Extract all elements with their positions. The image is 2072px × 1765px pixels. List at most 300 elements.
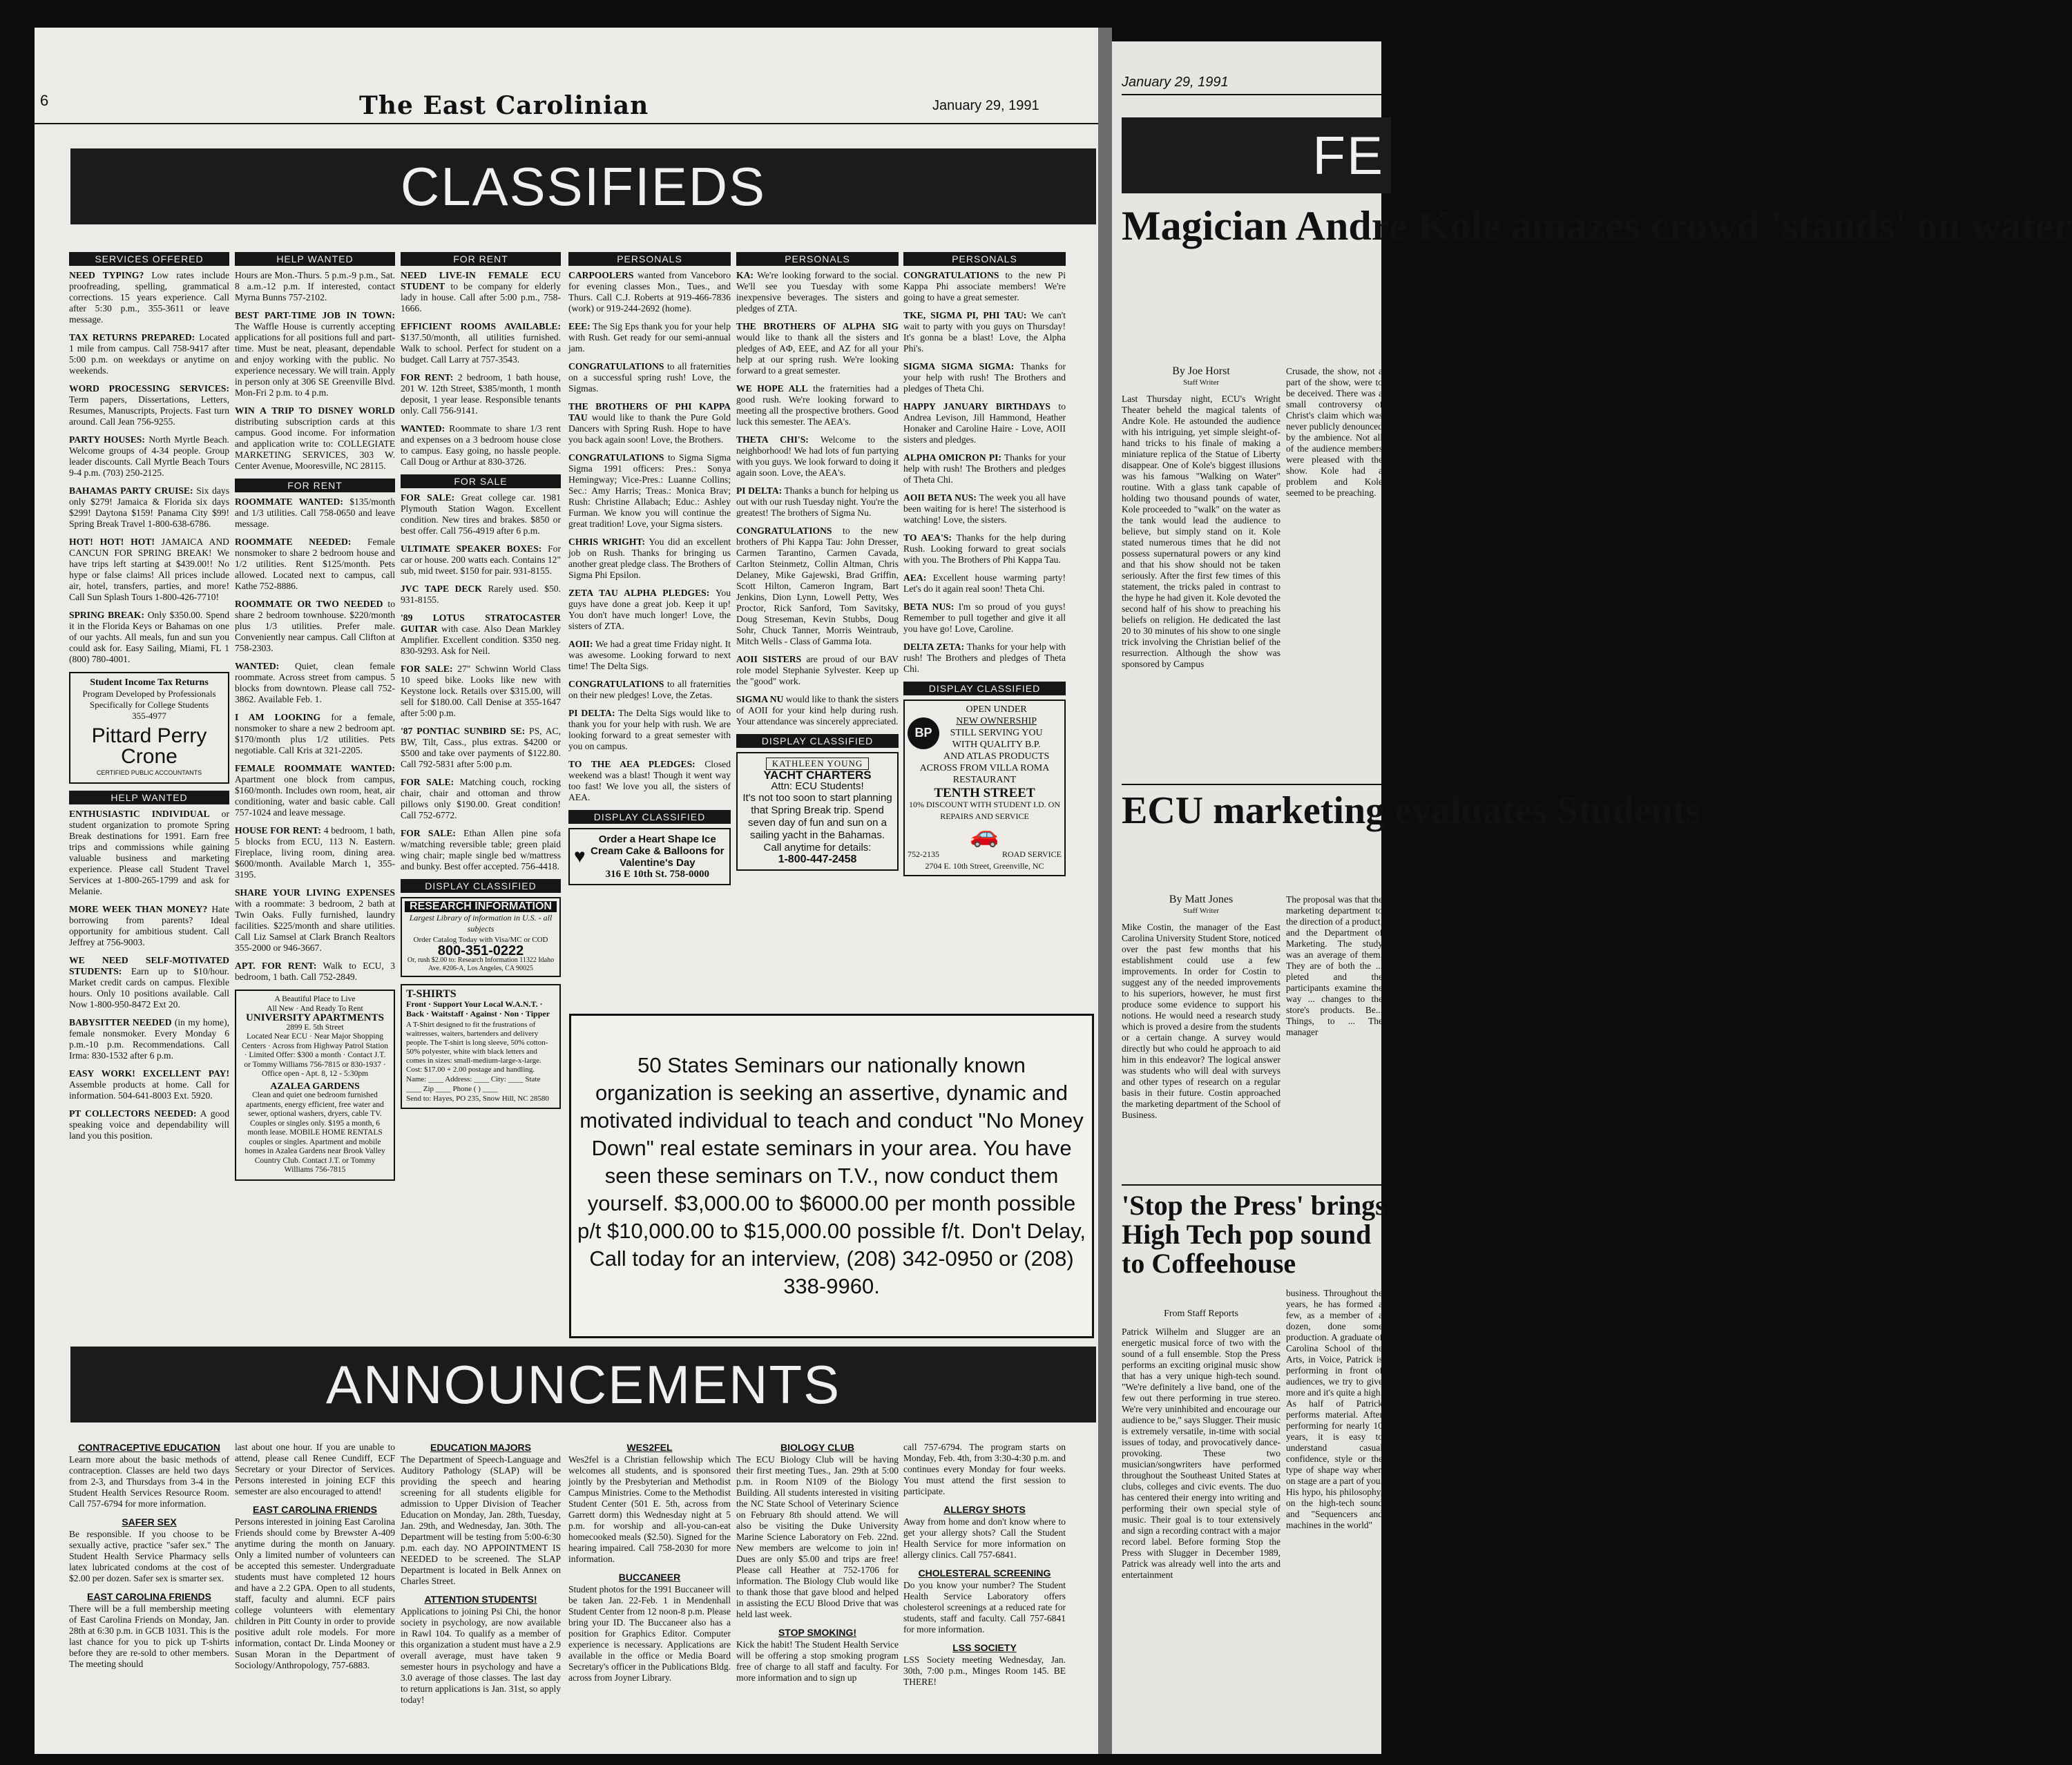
classified-item bbox=[568, 708, 731, 752]
univ-lines: Located Near ECU · Near Major Shopping Centers · Across from Highway Patrol Station · Limited Offer: $300 a month · Contact J.T. or Tommy Williams 756-7815 or 830-1937 · Office open - Apt. 8, 12 - 5:30pm bbox=[241, 1032, 389, 1078]
classified-item-body: Matching couch, rocking chair, chair and ottoman and throw pillows only $190.00. Great condition! Call 752-6772. bbox=[401, 777, 562, 820]
tshirt-form: Name: ____ Address: ____ City: ____ State ____ Zip ____ Phone ( ) ____ bbox=[406, 1075, 541, 1093]
classified-item-head: THETA CHI'S: bbox=[736, 434, 809, 445]
announcement bbox=[235, 1504, 395, 1671]
bp-l1: OPEN UNDER bbox=[966, 704, 1027, 715]
classified-item bbox=[401, 777, 561, 821]
announcement-body: The ECU Biology Club will be having their first meeting Tues., Jan. 29th at 5:00 p.m. in Room N109 of the Biology Building. All students interested in visiting the NC State School of Veterinary Science on February 8th should attend. We will also be visiting the Duke University Marine Science Laboratory on Feb. 22nd. New members are welcome to join in! Dues are only $5.00 and trips are free! Please call Heather at 752-1706 for information. The Biology Club would like to thank those that gave blood and helped in assisting the ECU Blood Drive that was held last week. bbox=[736, 1454, 899, 1619]
announcement-title: CHOLESTERAL SCREENING bbox=[918, 1568, 1051, 1579]
bp-station-ad bbox=[903, 700, 1066, 876]
right-page-date: January 29, 1991 bbox=[1122, 75, 1229, 90]
byline-2: By Matt Jones bbox=[1169, 894, 1234, 905]
story-marketing-2 bbox=[1286, 894, 1383, 1170]
classified-item bbox=[401, 321, 561, 365]
classified-item bbox=[235, 496, 395, 530]
classified-item bbox=[903, 270, 1066, 303]
issue-date: January 29, 1991 bbox=[932, 98, 1039, 113]
classified-item-body: The Delta Sigs would like to thank you for your help with rush. We are looking forward to a great semester with you on campus. bbox=[568, 708, 731, 751]
classified-item-head: TAX RETURNS PREPARED: bbox=[69, 332, 195, 343]
announcement bbox=[736, 1442, 899, 1620]
announcement-body: There will be a full membership meeting of East Carolina Friends on Monday, Jan. 28th at 6:30 p.m. in GCB 1031. This is the last chance for you to pick up T-shirts before they are re-sold to other members. The meeting should bbox=[69, 1603, 229, 1669]
help-wanted-header: HELP WANTED bbox=[69, 791, 229, 804]
classified-item-body: to Andrea Levison, Jill Hammond, Heather Honaker and Caroline Haire - Love, AOII sisters and pledges. bbox=[903, 401, 1066, 445]
announcement-title: EAST CAROLINA FRIENDS bbox=[253, 1504, 377, 1515]
classified-item bbox=[401, 423, 561, 467]
personals-list-3 bbox=[903, 270, 1066, 675]
features-banner: FE bbox=[1122, 117, 1391, 193]
classified-item-body: Roommate to share 1/3 rent and expenses on a 3 bedroom house close to campus. Easy going, no hassle people. Call Doug or Arthur at 830-3726. bbox=[401, 423, 561, 467]
services-list bbox=[69, 270, 229, 665]
classified-item-body: I'm so proud of you guys! Remember to pull together and give it all you have go! Love, Caroline. bbox=[903, 601, 1066, 634]
announcement-body: Kick the habit! The Student Health Service will be offering a stop smoking program free of charge to all staff and faculty. For more information and to sign up bbox=[736, 1639, 899, 1683]
classified-item bbox=[903, 492, 1066, 525]
classified-item-body: $137.50/month, all utilities furnished. Walk to school. Perfect for student on a budget. Call Larry at 757-3543. bbox=[401, 332, 561, 365]
announcement-body: Applications to joining Psi Chi, the honor society in psychology, are now available in Rawl 104. To qualify as a member of this organization a student must have a 2.9 overall average, must have taken 9 semester hours in psychology and have a 3.0 average of those classes. The last day to return applications is Jan. 31st, so apply today! bbox=[401, 1606, 561, 1705]
classified-item-head: FOR SALE: bbox=[401, 492, 455, 503]
classified-item-head: CONGRATULATIONS bbox=[568, 679, 664, 689]
classified-item-body: to Sigma Sigma Sigma 1991 officers: Pres.: Sonya Hemingway; Vice-Pres.: Luanne Collins; Sec.: Amy Harris; Treas.: Monica Brav; Rush: Christine Allabach; Educ.: Ashley Furman. We know you will continue the great tradition! Love, your Sigma sisters. bbox=[568, 452, 731, 529]
classified-item-body: for a female, nonsmoker to share a new 2 bedroom apt. $170/month plus 1/2 utilities. Pets negotiable. Call Kris at 321-2205. bbox=[235, 712, 396, 755]
announcement-body: Learn more about the basic methods of contraception. Classes are held two days from 2-3, and Thursdays from 3-4 in the Student Health Services Resource Room. Call 757-6794 for more information. bbox=[69, 1454, 229, 1509]
classified-item-head: KA: bbox=[736, 270, 754, 280]
classified-item bbox=[568, 759, 731, 803]
masthead-rule bbox=[35, 123, 1098, 124]
story-2b-text: The proposal was that the marketing department to the direction of a product, and the Department of Marketing. The study was an average of them. They are of both the ... pleted and the participants examine the way ... changes to the store's products. Be... Things, to ... The manager bbox=[1286, 894, 1383, 1037]
personals-list-2 bbox=[736, 270, 899, 727]
classified-item-body: JAMAICA AND CANCUN FOR SPRING BREAK! We have trips left starting at $439.00!! No hype or false claims! All prices include air, hotel, transfers, parties, and more! Call Sun Splash Tours 1-800-426-7710! bbox=[69, 537, 229, 602]
classified-item-body: to all fraternities on a successful spring rush! Love, the Sigmas. bbox=[568, 361, 731, 394]
classified-item-body: would like to thank all the sisters and pledges of AΦ, EEE, and AZ for all your help at our spring rush. We're looking forward to a great semester. bbox=[736, 332, 899, 376]
classified-item-head: TKE, SIGMA PI, PHI TAU: bbox=[903, 310, 1027, 320]
classified-item bbox=[401, 613, 561, 657]
personals-list-1 bbox=[568, 270, 731, 803]
announcement bbox=[903, 1642, 1066, 1688]
classified-item-head: AOII: bbox=[568, 639, 593, 649]
classified-item bbox=[568, 537, 731, 581]
story-rule-2 bbox=[1122, 1184, 1381, 1186]
classified-item-head: ROOMMATE WANTED: bbox=[235, 496, 343, 507]
yacht-ad bbox=[736, 752, 899, 871]
classified-item bbox=[736, 270, 899, 314]
classified-item bbox=[235, 887, 395, 954]
classified-item bbox=[401, 726, 561, 770]
research-order: Order Catalog Today with Visa/MC or COD bbox=[413, 936, 548, 944]
tshirt-ad bbox=[401, 984, 561, 1109]
classified-item-head: AEA: bbox=[903, 572, 927, 583]
announcement bbox=[401, 1442, 561, 1587]
tax-ad-phone: 355-4977 bbox=[132, 711, 166, 721]
classified-item bbox=[568, 401, 731, 445]
classified-item bbox=[903, 642, 1066, 675]
tax-ad-firm-sub: CERTIFIED PUBLIC ACCOUNTANTS bbox=[96, 769, 202, 776]
classified-item-head: FOR RENT: bbox=[401, 372, 454, 383]
classified-item bbox=[235, 763, 395, 818]
tax-ad bbox=[69, 672, 229, 784]
classified-item bbox=[69, 332, 229, 376]
headline-magician: Magician Andre Kole amazes crowd 'stands' on water bbox=[1122, 203, 2072, 249]
classified-item-head: AOII SISTERS bbox=[736, 654, 802, 664]
headline-stop-press: 'Stop the Press' brings High Tech pop sound to Coffeehouse bbox=[1122, 1190, 1386, 1279]
research-sub: Largest Library of information in U.S. - all subjects bbox=[409, 913, 553, 934]
classified-item bbox=[903, 532, 1066, 566]
story-marketing bbox=[1122, 894, 1280, 1170]
announcement-col-6 bbox=[903, 1442, 1066, 1746]
help-wanted-list bbox=[69, 809, 229, 1141]
classified-item bbox=[401, 828, 561, 872]
classified-item-head: CONGRATULATIONS bbox=[903, 270, 999, 280]
classified-item-body: The Waffle House is currently accepting applications for all positions full and part-time. Must be neat, pleasant, dependable and enjoy working with the public. No experience necessary. We will train. Apply in person only at 306 SE Greenville Blvd. Mon-Fri 2 p.m. to 4 p.m. bbox=[235, 321, 395, 398]
announcement-title: LSS SOCIETY bbox=[952, 1642, 1017, 1653]
announcement bbox=[235, 1442, 395, 1497]
classified-item-body: Thanks for your help with rush! The Brothers and pledges of Theta Chi. bbox=[903, 361, 1066, 394]
classified-item bbox=[568, 452, 731, 530]
display-header-col4: DISPLAY CLASSIFIED bbox=[568, 810, 731, 824]
classified-item-head: CHRIS WRIGHT: bbox=[568, 537, 646, 547]
azalea-lines: Clean and quiet one bedroom furnished apartments, energy efficient, free water and sewer, optional washers, dryers, cable TV. Couples or singles only. $195 a month, 6 month lease. MOBILE HOME RENTALS couples or singles. Apartment and mobile homes in Azalea Gardens near Brook Valley Country Club. Contact J.T. or Tommy Williams 756-7815 bbox=[244, 1091, 385, 1174]
story-rule-1 bbox=[1122, 784, 1381, 785]
announcement bbox=[903, 1568, 1066, 1635]
tax-ad-body: Program Developed by Professionals Specifically for College Students bbox=[82, 688, 216, 710]
classified-item-body: Apartment one block from campus, $160/month. Includes own room, heat, air conditioning, water and basic cable. Call 757-1024 and leave message. bbox=[235, 774, 395, 818]
classified-item-head: BABYSITTER NEEDED bbox=[69, 1017, 172, 1028]
classified-item-body: The week you all have been waiting for is here! The sisterhood is watching! Love, the sisters. bbox=[903, 492, 1066, 525]
classified-item bbox=[903, 601, 1066, 635]
column-rent-sale bbox=[401, 252, 561, 1336]
univ-name: UNIVERSITY APARTMENTS bbox=[246, 1012, 384, 1023]
classified-item-head: PI DELTA: bbox=[568, 708, 615, 718]
bp-phone: 752-2135 bbox=[908, 849, 939, 859]
classified-item-body: Thanks for the help during Rush. Looking forward to great socials with you. The Brothers of Phi Kappa Tau. bbox=[903, 532, 1066, 565]
classified-item bbox=[235, 405, 395, 472]
classified-item-body: Thanks a bunch for helping us out with our rush Tuesday night. You're the greatest! The brothers of Sigma Nu. bbox=[736, 485, 899, 518]
classified-item-body: $135/month and 1/3 utilities. Call 758-0650 and leave message. bbox=[235, 496, 395, 529]
story-1b-text: Crusade, the show, not a part of the show, were to be deceived. There was a small controversy of Christ's claim which was never publicly denounced by the ambience. Not all of the audience members were pleased with the show. Kole had a problem and Kole seemed to be preaching. bbox=[1286, 366, 1383, 498]
announcements-banner: ANNOUNCEMENTS bbox=[70, 1347, 1096, 1422]
features-page bbox=[1112, 41, 2072, 1754]
car-icon: 🚗 bbox=[970, 822, 999, 848]
seminar-ad-text: 50 States Seminars our nationally known organization is seeking an assertive, dynamic and motivated individual to teach and conduct "No Money Down" real estate seminars in your area. You have seen these seminars on T.V., now conduct them yourself. $3,000.00 to $6000.00 per month possible p/t $10,000.00 to $15,000.00 possible f/t. Don't Delay, Call today for an interview, (208) 342-0950 or (208) 338-9960. bbox=[577, 1053, 1086, 1298]
classified-item-head: I AM LOOKING bbox=[235, 712, 321, 722]
classified-item-body: You did an excellent job on Rush. Thanks for bringing us another great pledge class. The Brothers of Sigma Phi Epsilon. bbox=[568, 537, 731, 580]
bp-logo-icon: BP bbox=[908, 717, 939, 749]
research-ad bbox=[401, 897, 561, 977]
univ-sub: All New · And Ready To Rent bbox=[267, 1004, 363, 1013]
classified-item-body: with case. Also Dean Markley Amplifier. Excellent condition. $350 neg. 830-9293. Ask for Neil. bbox=[401, 624, 561, 656]
classified-item-body: would like to thank the sisters of AOII for your kind help during rush. Your attendance was sincerely appreciated. bbox=[736, 694, 899, 726]
announcement-body: Do you know your number? The Student Health Service Laboratory offers cholesterol screenings at a reduced rate for students, staff and faculty. Call 757-6841 for more information. bbox=[903, 1580, 1066, 1634]
classified-item bbox=[235, 661, 395, 705]
classified-item-head: AOII BETA NUS: bbox=[903, 492, 977, 503]
classified-item-body: Low rates include proofreading, spelling, grammatical corrections. 15 years experience. Call after 5:30 p.m., 355-3611 or leave message. bbox=[69, 270, 230, 325]
announcement-col-5 bbox=[736, 1442, 899, 1746]
classified-item-head: SIGMA SIGMA SIGMA: bbox=[903, 361, 1015, 372]
services-header: SERVICES OFFERED bbox=[69, 252, 229, 266]
classified-item bbox=[69, 537, 229, 603]
classified-item bbox=[568, 361, 731, 394]
classified-item bbox=[568, 588, 731, 632]
for-rent-header-2: FOR RENT bbox=[401, 252, 561, 266]
personals-header-3: PERSONALS bbox=[903, 252, 1066, 266]
classified-item-body: to be company for elderly lady in house. Call after 5:00 p.m., 758-1666. bbox=[401, 281, 562, 314]
classified-item-body: the fraternities had a good rush. We're looking forward to meeting all the prospective brothers. Good luck this semester. The AEA's. bbox=[736, 383, 899, 427]
classified-item-body: Hate borrowing from parents? Ideal opportunity for ambitious student. Call Jeffrey at 756-9003. bbox=[69, 904, 229, 947]
announcement-body: Away from home and don't know where to get your allergy shots? Call the Student Health Service for more information on allergy clinics. Call 757-6841. bbox=[903, 1516, 1066, 1560]
classified-item bbox=[903, 310, 1066, 354]
for-rent-list bbox=[235, 496, 395, 983]
classified-item-body: Welcome to the neighborhood! We had lots of fun partying with you guys. We look forward to doing it again soon. Love, the AEA's. bbox=[736, 434, 899, 478]
heart-ad-lines: Order a Heart Shape Ice Cream Cake & Balloons for Valentine's Day bbox=[591, 833, 725, 869]
classified-item-head: CONGRATULATIONS bbox=[568, 452, 664, 463]
classified-item-body: We had a great time Friday night. It was awesome. Looking forward to next time! The Delta Sigs. bbox=[568, 639, 731, 671]
classified-item-head: BEST PART-TIME JOB IN TOWN: bbox=[235, 310, 395, 320]
classified-item-head: NEED TYPING? bbox=[69, 270, 144, 280]
classified-item-head: '89 LOTUS STRATOCASTER GUITAR bbox=[401, 613, 561, 634]
univ-tag: A Beautiful Place to Live bbox=[274, 995, 356, 1003]
page-gutter bbox=[1098, 28, 1112, 1754]
personals-header: PERSONALS bbox=[568, 252, 731, 266]
classified-item-head: CONGRATULATIONS bbox=[568, 361, 664, 372]
classified-item-body: Walk to ECU, 3 bedroom, 1 bath. Call 752-2849. bbox=[235, 961, 395, 982]
classified-item-head: PI DELTA: bbox=[736, 485, 783, 496]
classified-item-head: WE HOPE ALL bbox=[736, 383, 808, 394]
classified-item-body: 4 bedroom, 1 bath, 5 blocks from ECU, 113 N. Eastern. Fireplace, living room, dining area. $600/month. Available March 1, 355-3195. bbox=[235, 825, 395, 880]
column-personals-1 bbox=[568, 252, 731, 1022]
classified-item bbox=[736, 383, 899, 427]
classified-item-body: to the new brothers of Phi Kappa Tau: John Dresser, Carmen Tarantino, Carmen Cavada, Carlton Steinmetz, Collin Altman, Chris Delaney, Mike Gajewski, Brad Griffin, Scott Hilton, Cameron Ingram, Bart Jenkins, Dion Lynn, Lowell Petty, Wes Proctor, Rick Sanford, Tom Savitsky, Doug Streseman, Kevin Stubbs, Doug Sohr, Chuck Tanner, Morris Weintraub, Mitch Wells - Class of Gamma Iota. bbox=[736, 525, 899, 646]
classified-item-head: TO THE AEA PLEDGES: bbox=[568, 759, 696, 769]
classified-item bbox=[736, 321, 899, 376]
classified-item-head: FOR SALE: bbox=[401, 777, 454, 787]
classified-item bbox=[69, 434, 229, 479]
announcement-title: WES2FEL bbox=[626, 1442, 673, 1453]
right-masthead-rule bbox=[1122, 94, 1381, 95]
classified-item-head: WORD PROCESSING SERVICES: bbox=[69, 383, 229, 394]
classified-item-head: ZETA TAU ALPHA PLEDGES: bbox=[568, 588, 710, 598]
classified-item-body: to the new Pi Kappa Phi associate members! We're going to have a great semester. bbox=[903, 270, 1066, 302]
yacht-body: It's not too soon to start planning that Spring Break trip. Spend seven day of fun and sun on a sailing yacht in the Bahamas. Call anytime for details: bbox=[742, 792, 892, 853]
classified-item-body: distributing subscription cards at this campus. Good income. For information and application write to: COLLEGIATE MARKETING SERVICES, 303 W. Center Avenue, Mooresville, NC 28115. bbox=[235, 416, 395, 471]
classified-item-head: MORE WEEK THAN MONEY? bbox=[69, 904, 208, 914]
tshirt-lines: Front · Support Your Local W.A.N.T. · Back · Waitstaff · Against · Non · Tipper bbox=[406, 999, 550, 1019]
classified-item-body: Closed weekend was a blast! Though it went way too fast! We love you all, the sisters of AEA. bbox=[568, 759, 731, 802]
announcement-body: The Department of Speech-Language and Auditory Pathology (SLAP) will be providing the speech and hearing screening for all students eligible for admission to Upper Division of Teacher Education on Monday, Jan. 28th, Tuesday, Jan. 29th, and Wednesday, Jan. 30th. The Department will be testing from 5:00-6:30 p.m. each day. NO APPOINTMENT IS NEEDED to be screened. The SLAP Department is located in Belk Annex on Charles Street. bbox=[401, 1454, 561, 1586]
research-phone: 800-351-0222 bbox=[437, 943, 524, 958]
byline-3: From Staff Reports bbox=[1164, 1309, 1238, 1319]
for-sale-header: FOR SALE bbox=[401, 474, 561, 488]
column-help-rent bbox=[235, 252, 395, 1336]
announcement-body: Student photos for the 1991 Buccaneer will be taken Jan. 22-Feb. 1 in Mendenhall Student Center from 12 noon-8 p.m. Please bring your ID. The Buccaneer also has a position for Graphics Editor. Computer experience is necessary. Applications are available in the office or Media Board Secretary's officer in the Publications Bldg. across from Joyner Library. bbox=[568, 1584, 731, 1683]
classified-item-head: HOT! HOT! HOT! bbox=[69, 537, 155, 547]
univ-addr: 2899 E. 5th Street bbox=[286, 1023, 344, 1032]
classified-item bbox=[903, 401, 1066, 445]
announcement-title: SAFER SEX bbox=[122, 1516, 177, 1527]
classified-item-body: Six days only $279! Jamaica & Florida six days $299! Daytona $159! Panama City $99! Spring Break Travel 1-800-638-6786. bbox=[69, 485, 229, 529]
role-1: Staff Writer bbox=[1183, 378, 1219, 387]
announcement bbox=[568, 1572, 731, 1684]
tshirt-desc: A T-Shirt designed to fit the frustrations of waitresses, waiters, bartenders and delivery people. The T-shirt is long sleeve, 50% cotton-50% polyester, white with black letters and comes in sizes: small-medium-large-x-large. Cost: $17.00 + 2.00 postage and handling. bbox=[406, 1021, 548, 1074]
research-title: RESEARCH INFORMATION bbox=[405, 901, 557, 912]
announcement bbox=[69, 1442, 229, 1510]
research-alt: Or, rush $2.00 to: Research Information 11322 Idaho Ave. #206-A, Los Angeles, CA 90025 bbox=[407, 956, 555, 972]
classified-item-body: Thanks for your help with rush! The Brothers and pledges of Theta Chi. bbox=[903, 642, 1066, 674]
classified-item bbox=[69, 383, 229, 427]
classified-item-head: SPRING BREAK: bbox=[69, 610, 144, 620]
classified-item-body: (in my home), female nonsmoker. Every Monday 6 p.m.-10 p.m. Recommendations. Call Irma: 830-1532 after 6 p.m. bbox=[69, 1017, 229, 1061]
for-sale-list bbox=[401, 492, 561, 872]
announcement-body: Wes2fel is a Christian fellowship which welcomes all students, and is sponsored jointly by the Presbyterian and Methodist Campus Ministries. Come to the Methodist Student Center (501 E. 5th, across from Garrett dorm) this Wednesday night at 5 p.m. for worship and all-you-can-eat homecooked meals ($2.50). Signed for the hearing impaired. Call 758-2030 for more information. bbox=[568, 1454, 731, 1564]
announcement-body: LSS Society meeting Wednesday, Jan. 30th, 7:00 p.m., Minges Room 145. BE THERE! bbox=[903, 1655, 1066, 1687]
classified-item bbox=[235, 712, 395, 756]
classified-item bbox=[401, 543, 561, 577]
azalea-name: AZALEA GARDENS bbox=[270, 1081, 360, 1092]
tax-ad-title: Student Income Tax Returns bbox=[90, 677, 209, 688]
story-3b-text: business. Throughout the years, he has formed a few, as a member of a dozen, done some production. A graduate of Carolina School of the Arts, in Voice, Patrick is performing in front of audiences, we try to give more and it's quite a high. As half of Patrick performs material. After performing for nearly 10 years, it is easy to understand casual confidence, style or the type of shape way when on stage are a part of you. His hypo, his philosophy, on the high-tech sound and "Sequencers and machines in the world" bbox=[1286, 1288, 1383, 1530]
heart-ad-addr: 316 E 10th St. 758-0000 bbox=[605, 869, 710, 880]
announcement-title: ATTENTION STUDENTS! bbox=[424, 1594, 537, 1605]
classified-item-head: WIN A TRIP TO DISNEY WORLD bbox=[235, 405, 395, 416]
bp-l7: RESTAURANT bbox=[952, 775, 1017, 785]
classified-item bbox=[736, 694, 899, 727]
classified-item bbox=[235, 537, 395, 592]
classified-item bbox=[903, 452, 1066, 485]
announcement-body: last about one hour. If you are unable to attend, please call Renee Cundiff, ECF Secretary or your Director of Services. Persons interested in joining ECF this semester are also encouraged to attend! bbox=[235, 1442, 395, 1496]
column-personals-2 bbox=[736, 252, 899, 1022]
classified-item-head: ROOMMATE OR TWO NEEDED bbox=[235, 599, 383, 609]
classified-item-body: We're looking forward to the social. We'll see you Tuesday with some inexpensive beverages. The sisters and pledges of ZTA. bbox=[736, 270, 899, 314]
classified-item bbox=[235, 825, 395, 880]
story-magician bbox=[1122, 366, 1280, 780]
classified-item-head: WE NEED SELF-MOTIVATED STUDENTS: bbox=[69, 955, 229, 976]
story-1-text: Last Thursday night, ECU's Wright Theater beheld the magical talents of Andre Kole. He astounded the audience with his intriguing, yet simple sleight-of-hand tricks to his finale of making a miniature replica of the Statue of Liberty disappear. One of Kole's biggest illusions was his famous "Walking on Water" routine. With a glass tank capable of holding two thousand pounds of water, Kole proceeded to "walk" on the water as the tank would lead the audience to believe, but simply stand on it. Kole stated numerous times that he did not possess supernatural powers or any kind and that his show should not be taken seriously. After the first few times of this statement, the tricks paled in contrast to the hype he had given it. Kole devoted the second half of his show to preaching his beliefs on religion. He dedicated the last 20 to 30 minutes of his show to one single trick involving the Christian belief of the resurrection. Although the show was sponsored by Campus bbox=[1122, 394, 1280, 669]
university-apartments-ad bbox=[235, 990, 395, 1181]
classified-item-body: with a roommate: 3 bedroom, 2 bath at Twin Oaks. Fully furnished, laundry facilities. $225/month and share utilities. Call Liz Samsel at Clark Branch Realtors 355-2000 or 946-3667. bbox=[235, 898, 395, 953]
classified-item-body: Term papers, Dissertations, Letters, Resumes, Manuscripts, Projects. Fast turn around. Call Jean 756-9255. bbox=[69, 394, 229, 427]
classified-item-head: ULTIMATE SPEAKER BOXES: bbox=[401, 543, 542, 554]
classified-item-body: PS, AC, BW, Tilt, Cass., plus extras. $4200 or $500 and take over payments of $122.80. Call 792-5831 after 5:00 p.m. bbox=[401, 726, 562, 769]
classified-item bbox=[235, 961, 395, 983]
classified-item-head: ROOMMATE NEEDED: bbox=[235, 537, 352, 547]
for-rent-header: FOR RENT bbox=[235, 479, 395, 492]
announcement-col-4 bbox=[568, 1442, 731, 1746]
classified-item bbox=[235, 599, 395, 654]
announcement bbox=[69, 1591, 229, 1670]
classifieds-page bbox=[35, 28, 1098, 1754]
classified-item-head: FOR SALE: bbox=[401, 664, 453, 674]
classified-item-head: EEE: bbox=[568, 321, 591, 331]
classified-item-body: A good speaking voice and dependability will land you this position. bbox=[69, 1108, 229, 1141]
help-wanted-header-2: HELP WANTED bbox=[235, 252, 395, 266]
classified-item-body: 27" Schwinn World Class 10 speed bike. Looks like new with Keystone lock. Retails over $315.00, will sell for $180.00. Call Denise at 355-1647 after 5:00 p.m. bbox=[401, 664, 561, 718]
classified-item-body: You guys have done a great job. Keep it up! You don't have much longer! Love, the sisters of ZTA. bbox=[568, 588, 731, 631]
masthead: The East Carolinian bbox=[359, 91, 649, 120]
display-header-col5: DISPLAY CLASSIFIED bbox=[736, 734, 899, 748]
classifieds-banner: CLASSIFIEDS bbox=[70, 148, 1096, 224]
classified-item-head: FOR SALE: bbox=[401, 828, 456, 838]
announcement-col-1 bbox=[69, 1442, 229, 1746]
classified-item bbox=[69, 1108, 229, 1141]
heart-icon: ♥ bbox=[574, 845, 586, 867]
page-number: 6 bbox=[40, 92, 49, 109]
classified-item bbox=[736, 654, 899, 687]
classified-item-body: or student organization to promote Spring Break destinations for 1991. Earn free trips and commissions while gaining valuable business and marketing experience. Please call Student Travel Services at 1-800-265-1799 and ask for Melanie. bbox=[69, 809, 229, 896]
classified-item-head: EASY WORK! EXCELLENT PAY! bbox=[69, 1068, 229, 1079]
classified-item-body: Thanks for your help with rush! The Brothers and pledges of Theta Chi. bbox=[903, 452, 1066, 485]
bp-l3: STILL SERVING YOU bbox=[950, 728, 1043, 738]
announcement-title: BUCCANEER bbox=[618, 1572, 681, 1583]
bp-addr: 2704 E. 10th Street, Greenville, NC bbox=[925, 861, 1044, 871]
bp-disc: 10% DISCOUNT WITH STUDENT I.D. ON REPAIRS AND SERVICE bbox=[909, 800, 1060, 821]
announcement-col-2 bbox=[235, 1442, 395, 1746]
classified-item-body: to share 2 bedroom townhouse. $220/month plus 1/3 utilities. Prefer male. Conveniently near campus. Call Clifton at 758-2303. bbox=[235, 599, 395, 653]
classified-item bbox=[69, 955, 229, 1010]
classified-item-head: PT COLLECTORS NEEDED: bbox=[69, 1108, 197, 1119]
classified-item bbox=[568, 321, 731, 354]
classified-item-head: EFFICIENT ROOMS AVAILABLE: bbox=[401, 321, 561, 331]
classified-item-head: BAHAMAS PARTY CRUISE: bbox=[69, 485, 193, 496]
classified-item-head: ALPHA OMICRON PI: bbox=[903, 452, 1001, 463]
bp-l5: AND ATLAS PRODUCTS bbox=[943, 751, 1050, 762]
yacht-title: YACHT CHARTERS bbox=[763, 769, 872, 782]
classified-item-head: WANTED: bbox=[235, 661, 280, 671]
classified-item-body: Hours are Mon.-Thurs. 5 p.m.-9 p.m., Sat. 8 a.m.-12 p.m. If interested, contact Myrna Bunns 757-2102. bbox=[235, 270, 395, 302]
classified-item-head: SHARE YOUR LIVING EXPENSES bbox=[235, 887, 395, 898]
classified-item bbox=[401, 372, 561, 416]
classified-item-head: DELTA ZETA: bbox=[903, 642, 965, 652]
help-wanted-list-2 bbox=[235, 270, 395, 472]
classified-item-body: For car or house. 200 watts each. Contains 12" sub, mid tweet. $150 for pair. 931-8155. bbox=[401, 543, 561, 576]
announcement-col-3 bbox=[401, 1442, 561, 1746]
classified-item-head: HOUSE FOR RENT: bbox=[235, 825, 322, 836]
byline-1: By Joe Horst bbox=[1172, 365, 1230, 377]
announcement-body: call 757-6794. The program starts on Monday, Feb. 4th, from 3:30-4:30 p.m. and continues every Monday for four weeks. You must attend the first session to participate. bbox=[903, 1442, 1066, 1496]
classified-item-head: BETA NUS: bbox=[903, 601, 955, 612]
classified-item bbox=[903, 572, 1066, 595]
classified-item-head: '87 PONTIAC SUNBIRD SE: bbox=[401, 726, 526, 736]
tax-ad-logo: Pittard Perry Crone bbox=[91, 724, 207, 768]
classified-item-head: JVC TAPE DECK bbox=[401, 583, 482, 594]
display-header-col6: DISPLAY CLASSIFIED bbox=[903, 682, 1066, 695]
classified-item bbox=[736, 434, 899, 479]
classified-item-head: THE BROTHERS OF PHI KAPPA TAU bbox=[568, 401, 731, 423]
classified-item-body: Located 1 mile from campus. Call 758-9417 after 5:00 p.m. on weekdays or anytime on weekends. bbox=[69, 332, 229, 376]
announcement bbox=[401, 1594, 561, 1706]
classified-item-body: Female nonsmoker to share 2 bedroom house and 1/2 utilities. Rent $125/month. Pets allowed. Located next to campus, call Kathe 752-8886. bbox=[235, 537, 395, 591]
role-2: Staff Writer bbox=[1183, 907, 1219, 915]
announcement bbox=[568, 1442, 731, 1565]
story-stop-press bbox=[1122, 1309, 1280, 1737]
classified-item-body: Quiet, clean female roommate. Across street from campus. 5 blocks from downtown. Please call 752-3862. Available Feb. 1. bbox=[235, 661, 395, 704]
classified-item-head: NEED LIVE-IN FEMALE ECU STUDENT bbox=[401, 270, 561, 291]
classified-item-head: CARPOOLERS bbox=[568, 270, 634, 280]
classified-item-head: PARTY HOUSES: bbox=[69, 434, 145, 445]
classified-item-body: Earn up to $10/hour. Market credit cards on campus. Flexible hours. Only 10 positions available. Call Now 1-800-950-8472 Ext 20. bbox=[69, 966, 229, 1010]
announcement-title: STOP SMOKING! bbox=[778, 1627, 857, 1638]
classified-item bbox=[401, 583, 561, 606]
classified-item-body: Assemble products at home. Call for information. 504-641-8003 Ext. 5920. bbox=[69, 1079, 229, 1101]
classified-item bbox=[568, 679, 731, 701]
bp-l4: WITH QUALITY B.P. bbox=[952, 740, 1041, 750]
announcement bbox=[903, 1504, 1066, 1561]
classified-item bbox=[69, 809, 229, 897]
story-3-text: Patrick Wilhelm and Slugger are an energetic musical force of two with the sound of a full ensemble. Stop the Press performs an exciting original music show that has a very unique high-tech sound. "We're definitely a live band, one of the few out there performing in true stereo. We're very uninhibited and encourage our audience to be," says Slugger. Their music is extremely versatile, in-time with social issues of today, and provocatively dance-provoking. These two musician/songwriters have performed throughout the Southeast United States at clubs, colleges and civic events. The duo has centered their energy into writing and performing their own special style of music. Their goal is to tour extensively and sign a recording contract with a major record label. Before forming Stop the Press with Slugger in December 1989, Patrick was already well into the arts and entertainment bbox=[1122, 1327, 1280, 1580]
announcement bbox=[736, 1627, 899, 1684]
classified-item-head: FEMALE ROOMMATE WANTED: bbox=[235, 763, 395, 773]
classified-item-body: are proud of our BAV role model Stephanie Sylvester. Keep up the "good" work. bbox=[736, 654, 899, 686]
classified-item bbox=[69, 1017, 229, 1061]
classified-item-head: TO AEA'S: bbox=[903, 532, 952, 543]
yacht-attn: Attn: ECU Students! bbox=[771, 780, 864, 792]
classified-item-head: APT. FOR RENT: bbox=[235, 961, 317, 971]
